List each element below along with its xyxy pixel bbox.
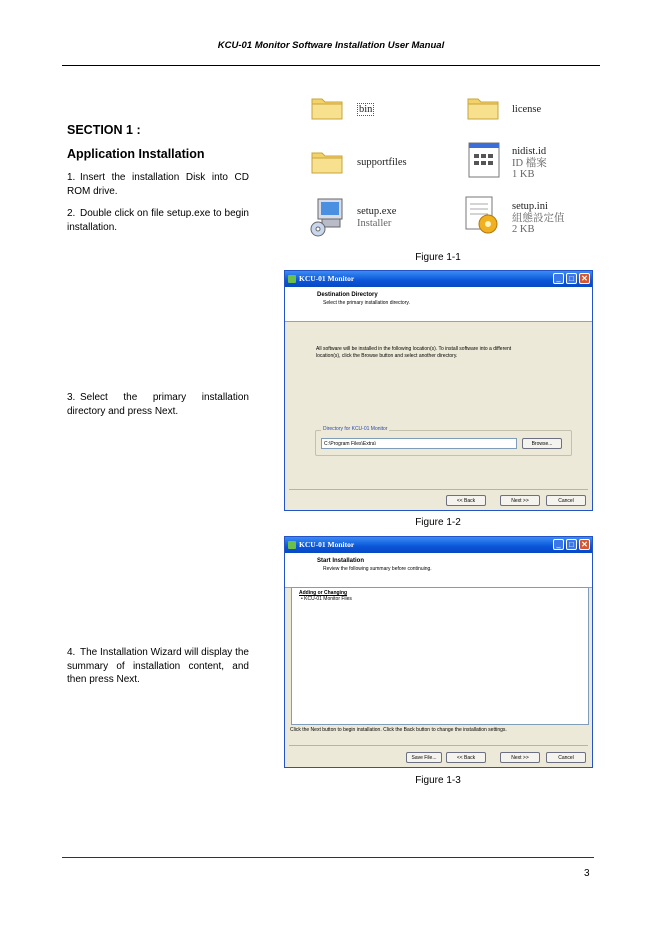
directory-group-label: Directory for KCU-01 Monitor bbox=[323, 426, 388, 432]
figure-1-1-caption: Figure 1-1 bbox=[415, 252, 461, 263]
file-bin-label: bin bbox=[359, 104, 373, 115]
maximize-icon[interactable]: □ bbox=[566, 539, 577, 550]
section-title: Application Installation bbox=[67, 147, 205, 161]
wizard-heading: Start Installation bbox=[317, 558, 365, 564]
back-button[interactable]: << Back bbox=[446, 495, 486, 506]
document-header: KCU-01 Monitor Software Installation User Manual bbox=[217, 40, 445, 51]
figure-1-3-caption: Figure 1-3 bbox=[415, 775, 461, 786]
file-setup-ini-size: 2 KB bbox=[512, 224, 535, 235]
title-bar bbox=[285, 271, 592, 287]
config-settings-icon bbox=[462, 195, 504, 237]
browse-button[interactable]: Browse... bbox=[522, 438, 562, 449]
app-icon bbox=[288, 275, 296, 283]
folder-icon bbox=[466, 93, 500, 121]
directory-path-input[interactable]: C:\Program Files\Extra\ bbox=[321, 438, 517, 449]
file-supportfiles[interactable] bbox=[310, 147, 344, 180]
next-button[interactable]: Next >> bbox=[500, 752, 540, 763]
wizard-heading: Destination Directory bbox=[317, 292, 378, 298]
title-bar bbox=[285, 537, 592, 553]
file-setup-ini-name: setup.ini bbox=[512, 201, 548, 212]
page-number: 3 bbox=[584, 868, 590, 879]
cancel-button[interactable]: Cancel bbox=[546, 495, 586, 506]
summary-heading: Adding or Changing bbox=[299, 590, 348, 596]
minimize-icon[interactable]: _ bbox=[553, 539, 564, 550]
file-setup-ini[interactable] bbox=[462, 195, 504, 242]
folder-icon bbox=[310, 147, 344, 175]
summary-list[interactable] bbox=[291, 587, 589, 725]
save-file-button[interactable]: Save File... bbox=[406, 752, 442, 763]
document-icon bbox=[467, 142, 501, 178]
wizard-header bbox=[285, 287, 592, 322]
file-nidist[interactable] bbox=[467, 142, 501, 183]
file-bin[interactable] bbox=[310, 93, 344, 126]
folder-icon bbox=[310, 93, 344, 121]
close-icon[interactable]: ✕ bbox=[579, 539, 590, 550]
file-setup-exe-name: setup.exe bbox=[357, 206, 397, 217]
file-license[interactable] bbox=[466, 93, 500, 126]
step-4: 4. The Installation Wizard will display the summary of installation content, and then press Next. bbox=[67, 647, 249, 685]
wizard-header bbox=[285, 553, 592, 588]
wizard-subheading: Select the primary installation directory. bbox=[323, 300, 410, 306]
file-setup-ini-type: 組態設定值 bbox=[512, 212, 565, 224]
destination-description: All software will be installed in the following location(s). To install software into a different location(s), click the Browse button and select another directory. bbox=[316, 346, 512, 359]
button-separator bbox=[289, 489, 588, 490]
window-title: KCU-01 Monitor bbox=[299, 274, 355, 283]
button-separator bbox=[289, 745, 588, 746]
step-3: 3. Select the primary installation directory and press Next. bbox=[67, 392, 249, 417]
footer-rule bbox=[62, 857, 594, 858]
summary-item: • KCU-01 Monitor Files bbox=[301, 596, 352, 602]
window-title: KCU-01 Monitor bbox=[299, 540, 355, 549]
file-nidist-type: ID 檔案 bbox=[512, 157, 547, 169]
header-rule bbox=[62, 65, 600, 66]
file-license-label: license bbox=[512, 104, 542, 115]
file-nidist-name: nidist.id bbox=[512, 146, 547, 157]
step-1: 1. Insert the installation Disk into CD ROM drive. bbox=[67, 172, 249, 197]
installer-icon bbox=[308, 197, 352, 237]
figure-1-2-caption: Figure 1-2 bbox=[415, 517, 461, 528]
back-button[interactable]: << Back bbox=[446, 752, 486, 763]
file-setup-exe-type: Installer bbox=[357, 217, 392, 229]
minimize-icon[interactable]: _ bbox=[553, 273, 564, 284]
maximize-icon[interactable]: □ bbox=[566, 273, 577, 284]
wizard-subheading: Review the following summary before continuing. bbox=[323, 566, 432, 572]
install-instruction: Click the Next button to begin installation. Click the Back button to change the installation settings. bbox=[290, 727, 507, 733]
next-button[interactable]: Next >> bbox=[500, 495, 540, 506]
file-supportfiles-label: supportfiles bbox=[357, 157, 407, 168]
file-nidist-size: 1 KB bbox=[512, 169, 535, 180]
cancel-button[interactable]: Cancel bbox=[546, 752, 586, 763]
start-installation-window bbox=[284, 536, 593, 768]
destination-directory-window bbox=[284, 270, 593, 511]
app-icon bbox=[288, 541, 296, 549]
file-setup-exe[interactable] bbox=[308, 197, 352, 242]
close-icon[interactable]: ✕ bbox=[579, 273, 590, 284]
section-number: SECTION 1 : bbox=[67, 123, 141, 137]
step-2: 2. Double click on file setup.exe to begin installation. bbox=[67, 208, 249, 233]
directory-group bbox=[315, 426, 572, 456]
